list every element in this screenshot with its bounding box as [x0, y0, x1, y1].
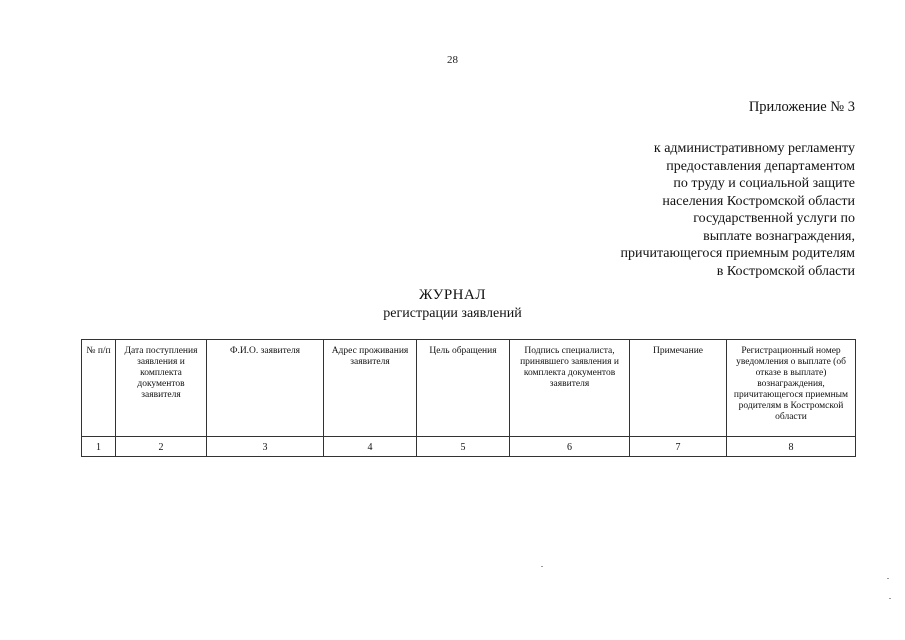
header-cell-note: Примечание	[630, 340, 727, 437]
column-number-cell: 7	[630, 437, 727, 457]
table-row	[82, 437, 856, 457]
regulation-line: выплате вознаграждения,	[703, 228, 855, 244]
journal-subtitle: регистрации заявлений	[383, 306, 522, 321]
appendix-title: Приложение № 3	[748, 99, 855, 115]
regulation-reference	[555, 140, 855, 280]
header-cell-date: Дата поступления заявления и комплекта документов заявителя	[116, 340, 207, 437]
table-header-row	[82, 340, 856, 437]
regulation-line: населения Костромской области	[662, 193, 855, 209]
column-number-cell: 4	[324, 437, 417, 457]
header-cell-number: № п/п	[82, 340, 116, 437]
scan-speck	[887, 578, 889, 579]
header-cell-registration-number: Регистрационный номер уведомления о выплате (об отказе в выплате) вознаграждения, причитающегося приемным родителям в Костромской области	[727, 340, 856, 437]
column-number-cell: 1	[82, 437, 116, 457]
scan-speck	[889, 598, 891, 599]
header-cell-address: Адрес проживания заявителя	[324, 340, 417, 437]
regulation-line: в Костромской области	[716, 263, 855, 279]
regulation-line: по труду и социальной защите	[673, 176, 855, 191]
journal-table	[81, 339, 856, 457]
journal-title: ЖУРНАЛ	[418, 287, 487, 303]
header-cell-purpose: Цель обращения	[417, 340, 510, 437]
header-cell-applicant-name: Ф.И.О. заявителя	[207, 340, 324, 437]
regulation-line: причитающегося приемным родителям	[620, 246, 855, 261]
header-cell-specialist-signature: Подпись специалиста, принявшего заявления и комплекта документов заявителя	[510, 340, 630, 437]
column-number-cell: 5	[417, 437, 510, 457]
column-number-cell: 3	[207, 437, 324, 457]
column-number-cell: 8	[727, 437, 856, 457]
page-number: 28	[447, 54, 458, 66]
scan-speck	[541, 566, 543, 567]
column-number-cell: 2	[116, 437, 207, 457]
regulation-line: к административному регламенту	[653, 141, 855, 156]
regulation-line: государственной услуги по	[693, 211, 855, 226]
regulation-line: предоставления департаментом	[666, 158, 855, 174]
column-number-cell: 6	[510, 437, 630, 457]
